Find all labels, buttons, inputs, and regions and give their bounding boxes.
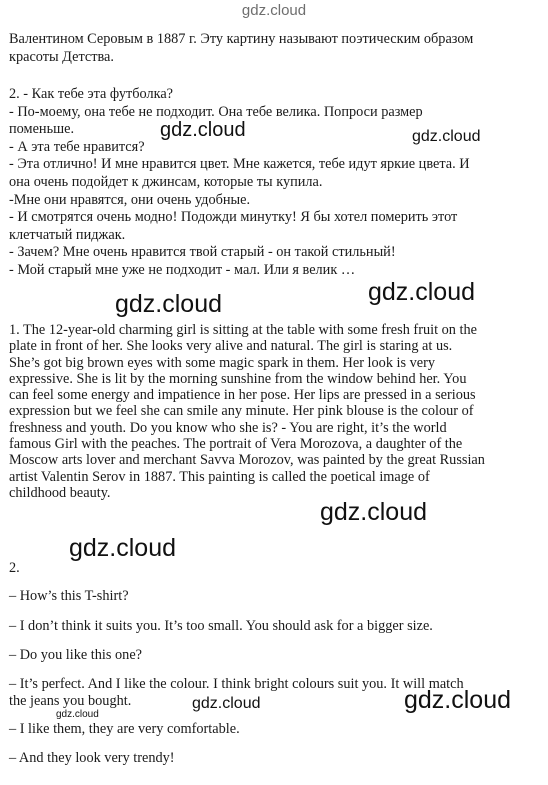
watermark: gdz.cloud xyxy=(69,534,177,562)
ru-dialog: 2. - Как тебе эта футболка? - По-моему, она тебе не подходит. Она тебе велика. Попроси размер поменьше. - А эта тебе нравится? - Эта отлично! И мне нравится цвет. Мне кажется, тебе идут яркие цвета. И она очень подойдет к джинсам, которые ты купила. -Мне они нравятся, они очень удобные. - И смотрятся очень модно! Подожди минутку! Я бы хотел померить этот клетчатый пиджак. - Зачем? Мне очень нравится твой старый - он такой стильный! - Мой старый мне уже не подходит - мал. Или я велик … xyxy=(9,86,470,278)
watermark: gdz.cloud xyxy=(192,695,261,712)
dialog-line-1: – How’s this T-shirt? xyxy=(9,588,129,604)
watermark: gdz.cloud xyxy=(160,119,246,141)
dialog-line-4: – It’s perfect. And I like the colour. I think bright colours suit you. It will match the jeans you bought. xyxy=(9,676,464,709)
dialog-line-2: – I don’t think it suits you. It’s too small. You should ask for a bigger size. xyxy=(9,618,433,634)
watermark: gdz.cloud xyxy=(368,278,476,306)
watermark: gdz.cloud xyxy=(404,686,512,714)
site-logo-watermark: gdz.cloud xyxy=(241,2,307,19)
dialog-line-5: – I like them, they are very comfortable. xyxy=(9,721,240,737)
watermark: gdz.cloud xyxy=(56,709,99,720)
dialog-number: 2. xyxy=(9,560,20,576)
dialog-line-6: – And they look very trendy! xyxy=(9,750,175,766)
ru-paragraph-intro: Валентином Серовым в 1887 г. Эту картину называют поэтическим образом красоты Детства. xyxy=(9,31,474,65)
watermark: gdz.cloud xyxy=(115,290,223,318)
en-paragraph-1: 1. The 12-year-old charming girl is sitting at the table with some fresh fruit on the plate in front of her. She looks very alive and natural. The girl is staring at us. She’s got big brown eyes with some magic spark in them. Her look is very expressive. She is lit by the morning sunshine from the window behind her. You can feel some energy and impatience in her pose. Her lips are pressed in a serious expression but we feel she can smile any minute. Her pink blouse is the colour of freshness and youth. Do you know who she is? - You are right, it’s the world famous Girl with the peaches. The portrait of Vera Morozova, a daughter of the Moscow arts lover and merchant Savva Morozov, was painted by the great Russian artist Valentin Serov in 1887. This painting is called the poetical image of childhood beauty. xyxy=(9,322,485,501)
watermark: gdz.cloud xyxy=(412,128,481,145)
watermark: gdz.cloud xyxy=(320,498,428,526)
dialog-line-3: – Do you like this one? xyxy=(9,647,143,663)
